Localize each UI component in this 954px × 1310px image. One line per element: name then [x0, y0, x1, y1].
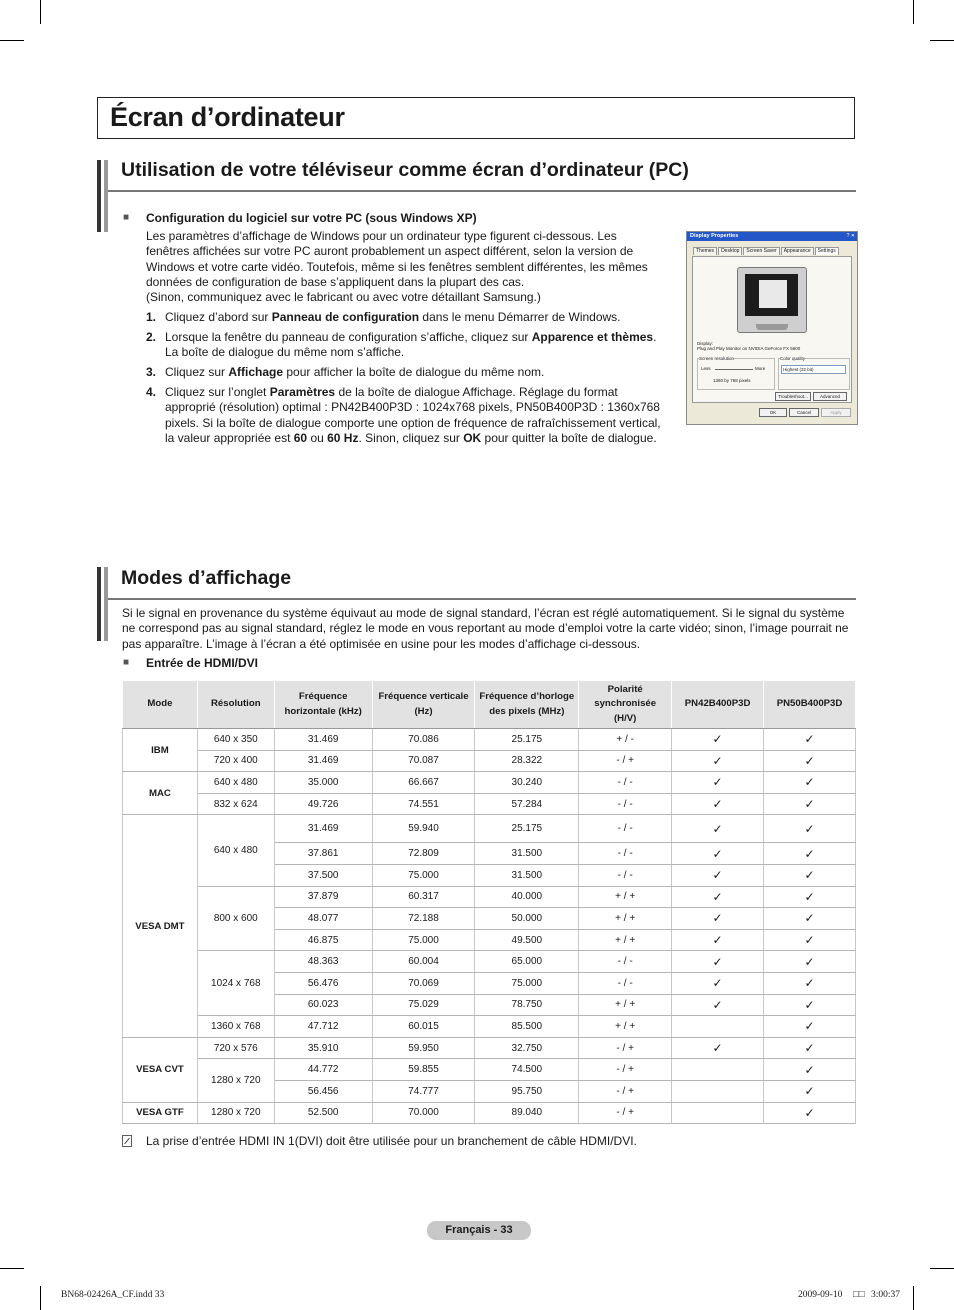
table-row: [123, 1059, 856, 1081]
page-title: Écran d’ordinateur: [110, 102, 345, 132]
tab-settings: Settings: [815, 247, 839, 255]
section-heading: Utilisation de votre téléviseur comme écran d’ordinateur (PC): [121, 159, 689, 181]
polarity-cell: + / +: [579, 908, 672, 930]
pixel-clock-cell: 74.500: [475, 1059, 579, 1081]
monitor-icon: [737, 267, 807, 333]
check-icon: ✓: [804, 1105, 815, 1120]
resolution-group: [697, 358, 775, 390]
pn42-support-cell: [672, 864, 764, 886]
step-text: Lorsque la fenêtre du panneau de configuration s’affiche, cliquez sur Apparence et thèmes. La boîte de dialogue du même nom s’affiche.: [165, 330, 657, 360]
sub-heading: Configuration du logiciel sur votre PC (sous Windows XP): [146, 211, 477, 225]
page-title-box: [97, 97, 855, 139]
pixel-clock-cell: 25.175: [475, 815, 579, 843]
pixel-clock-cell: 40.000: [475, 886, 579, 908]
pixel-clock-cell: 30.240: [475, 772, 579, 794]
resolution-cell: 1360 x 768: [197, 1016, 274, 1038]
polarity-cell: - / -: [579, 972, 672, 994]
crop-mark: [913, 0, 914, 24]
header-pn42b400p3d: PN42B400P3D: [672, 681, 764, 729]
check-icon: ✓: [712, 911, 723, 926]
pn42-support-cell: [672, 729, 764, 751]
bullet-icon: ■: [123, 212, 130, 223]
tab-desktop: Desktop: [718, 247, 742, 255]
intro-paragraph: Les paramètres d’affichage de Windows pour un ordinateur type figurent ci-dessous. Les fenêtres affichées sur votre PC auront probablement un aspect différent, selon la version de Windows et votre carte vidéo. Toutefois, même si les fenêtres semblent différentes, les mêmes données de configuration de base s’appliquent dans la plupart des cas.: [146, 229, 648, 289]
check-icon: ✓: [712, 797, 723, 812]
h-freq-cell: 35.000: [274, 772, 372, 794]
step-number: 4.: [146, 385, 157, 399]
check-icon: ✓: [712, 821, 723, 836]
pn42-support-cell: [672, 994, 764, 1016]
polarity-cell: + / +: [579, 1016, 672, 1038]
polarity-cell: - / +: [579, 750, 672, 772]
h-freq-cell: 56.476: [274, 972, 372, 994]
crop-mark: [913, 1286, 914, 1310]
step-text: Cliquez sur Affichage pour afficher la boîte de dialogue du même nom.: [165, 365, 545, 379]
ok-button: OK: [759, 408, 787, 417]
check-icon: ✓: [712, 976, 723, 991]
check-icon: ✓: [712, 1041, 723, 1056]
pn50-support-cell: [764, 1059, 856, 1081]
check-icon: ✓: [804, 954, 815, 969]
check-icon: ✓: [804, 1041, 815, 1056]
check-icon: ✓: [804, 753, 815, 768]
h-freq-cell: 56.456: [274, 1080, 372, 1102]
pn50-support-cell: [764, 951, 856, 973]
mode-cell: VESA DMT: [123, 815, 198, 1037]
polarity-cell: + / -: [579, 729, 672, 751]
resolution-cell: 720 x 576: [197, 1037, 274, 1059]
pixel-clock-cell: 28.322: [475, 750, 579, 772]
hdmi-note: La prise d’entrée HDMI IN 1(DVI) doit être utilisée pour un branchement de câble HDMI/DVI.: [146, 1134, 637, 1148]
pixel-clock-cell: 49.500: [475, 929, 579, 951]
color-label: Color quality: [780, 356, 806, 361]
v-freq-cell: 70.000: [372, 1102, 475, 1124]
pn50-support-cell: [764, 864, 856, 886]
v-freq-cell: 74.551: [372, 793, 475, 815]
note-icon: [122, 1134, 133, 1146]
pn42-support-cell: [672, 929, 764, 951]
polarity-cell: - / -: [579, 793, 672, 815]
section-rule: [108, 598, 856, 600]
polarity-cell: - / -: [579, 864, 672, 886]
section-rule: [108, 190, 856, 192]
v-freq-cell: 59.855: [372, 1059, 475, 1081]
resolution-cell: 1024 x 768: [197, 951, 274, 1016]
h-freq-cell: 31.469: [274, 729, 372, 751]
check-icon: ✓: [712, 933, 723, 948]
check-icon: ✓: [804, 797, 815, 812]
header-pn50b400p3d: PN50B400P3D: [764, 681, 856, 729]
pn50-support-cell: [764, 815, 856, 843]
h-freq-cell: 47.712: [274, 1016, 372, 1038]
polarity-cell: - / -: [579, 951, 672, 973]
pn42-support-cell: [672, 843, 764, 865]
table-header-row: [123, 681, 856, 729]
pixel-clock-cell: 50.000: [475, 908, 579, 930]
table-row: [123, 1037, 856, 1059]
v-freq-cell: 59.950: [372, 1037, 475, 1059]
polarity-cell: + / +: [579, 929, 672, 951]
section-bar: [104, 567, 108, 641]
color-group: [778, 358, 850, 390]
pn50-support-cell: [764, 843, 856, 865]
pn42-support-cell: [672, 908, 764, 930]
resolution-cell: 800 x 600: [197, 886, 274, 951]
polarity-cell: - / +: [579, 1037, 672, 1059]
h-freq-cell: 48.077: [274, 908, 372, 930]
check-icon: ✓: [804, 976, 815, 991]
pn50-support-cell: [764, 994, 856, 1016]
tab-appearance: Appearance: [781, 247, 814, 255]
mode-cell: VESA GTF: [123, 1102, 198, 1124]
pixel-clock-cell: 31.500: [475, 843, 579, 865]
check-icon: ✓: [712, 889, 723, 904]
step-number: 2.: [146, 330, 157, 344]
pn42-support-cell: [672, 815, 764, 843]
crop-mark: [930, 40, 954, 41]
pn42-support-cell: [672, 1037, 764, 1059]
resolution-slider: [715, 369, 753, 370]
h-freq-cell: 48.363: [274, 951, 372, 973]
pn42-support-cell: [672, 793, 764, 815]
pn42-support-cell: [672, 750, 764, 772]
pixel-clock-cell: 32.750: [475, 1037, 579, 1059]
dialog-tabs: [693, 247, 840, 256]
mode-cell: IBM: [123, 729, 198, 772]
v-freq-cell: 75.029: [372, 994, 475, 1016]
pn42-support-cell: [672, 772, 764, 794]
polarity-cell: - / +: [579, 1059, 672, 1081]
advanced-button: Advanced: [813, 392, 847, 401]
check-icon: ✓: [804, 732, 815, 747]
check-icon: ✓: [712, 997, 723, 1012]
header-vertical-frequency: Fréquence verticale (Hz): [372, 681, 475, 729]
polarity-cell: - / -: [579, 843, 672, 865]
page-number-badge: Français - 33: [427, 1221, 531, 1240]
table-row: [123, 815, 856, 843]
resolution-label: Screen resolution: [699, 356, 735, 361]
file-slug: BN68-02426A_CF.indd 33: [61, 1290, 165, 1300]
pn50-support-cell: [764, 972, 856, 994]
crop-mark: [40, 1286, 41, 1310]
v-freq-cell: 59.940: [372, 815, 475, 843]
check-icon: ✓: [712, 846, 723, 861]
pn50-support-cell: [764, 772, 856, 794]
section-heading: Modes d’affichage: [121, 567, 292, 589]
step-number: 3.: [146, 365, 157, 379]
pn42-support-cell: [672, 1016, 764, 1038]
header-resolution: Résolution: [197, 681, 274, 729]
check-icon: ✓: [804, 821, 815, 836]
cancel-button: Cancel: [789, 408, 819, 417]
pn50-support-cell: [764, 886, 856, 908]
pn50-support-cell: [764, 929, 856, 951]
display-modes-table: [122, 680, 856, 1124]
header-sync-polarity: Polarité synchronisée (H/V): [579, 681, 672, 729]
pixel-clock-cell: 65.000: [475, 951, 579, 973]
resolution-cell: 1280 x 720: [197, 1059, 274, 1102]
v-freq-cell: 74.777: [372, 1080, 475, 1102]
section-bar: [97, 567, 101, 641]
check-icon: ✓: [804, 1084, 815, 1099]
pn50-support-cell: [764, 750, 856, 772]
table-row: [123, 750, 856, 772]
v-freq-cell: 60.317: [372, 886, 475, 908]
polarity-cell: - / -: [579, 815, 672, 843]
crop-mark: [0, 1268, 24, 1269]
time-slug: 3:00:37: [871, 1290, 901, 1300]
pn50-support-cell: [764, 729, 856, 751]
pn42-support-cell: [672, 1080, 764, 1102]
polarity-cell: - / +: [579, 1102, 672, 1124]
resolution-cell: 640 x 350: [197, 729, 274, 751]
settings-panel: [692, 256, 852, 403]
check-icon: ✓: [712, 753, 723, 768]
resolution-cell: 640 x 480: [197, 772, 274, 794]
dialog-titlebar: Display Properties: [687, 232, 857, 241]
h-freq-cell: 31.469: [274, 815, 372, 843]
tab-screen-saver: Screen Saver: [743, 247, 779, 255]
v-freq-cell: 60.015: [372, 1016, 475, 1038]
check-icon: ✓: [712, 954, 723, 969]
mode-cell: VESA CVT: [123, 1037, 198, 1102]
header-pixel-clock: Fréquence d’horloge des pixels (MHz): [475, 681, 579, 729]
pn42-support-cell: [672, 972, 764, 994]
crop-mark: [930, 1268, 954, 1269]
crop-mark: [40, 0, 41, 24]
v-freq-cell: 75.000: [372, 929, 475, 951]
table-row: [123, 1016, 856, 1038]
mode-cell: MAC: [123, 772, 198, 815]
h-freq-cell: 52.500: [274, 1102, 372, 1124]
v-freq-cell: 60.004: [372, 951, 475, 973]
pn42-support-cell: [672, 1102, 764, 1124]
check-icon: ✓: [712, 868, 723, 883]
pn50-support-cell: [764, 1080, 856, 1102]
polarity-cell: + / +: [579, 886, 672, 908]
pixel-clock-cell: 57.284: [475, 793, 579, 815]
check-icon: ✓: [804, 1019, 815, 1034]
close-icon: ? ✕: [846, 233, 855, 239]
resolution-cell: 1280 x 720: [197, 1102, 274, 1124]
v-freq-cell: 70.087: [372, 750, 475, 772]
table-row: [123, 886, 856, 908]
h-freq-cell: 60.023: [274, 994, 372, 1016]
bullet-icon: ■: [123, 657, 130, 668]
tab-themes: Themes: [693, 247, 717, 255]
pixel-clock-cell: 31.500: [475, 864, 579, 886]
input-heading: Entrée de HDMI/DVI: [146, 656, 259, 670]
troubleshoot-button: Troubleshoot...: [775, 392, 811, 401]
pn42-support-cell: [672, 1059, 764, 1081]
pixel-clock-cell: 95.750: [475, 1080, 579, 1102]
h-freq-cell: 44.772: [274, 1059, 372, 1081]
pn50-support-cell: [764, 1102, 856, 1124]
header-mode: Mode: [123, 681, 198, 729]
v-freq-cell: 70.069: [372, 972, 475, 994]
v-freq-cell: 66.667: [372, 772, 475, 794]
h-freq-cell: 37.500: [274, 864, 372, 886]
pn50-support-cell: [764, 1037, 856, 1059]
resolution-value: 1360 by 768 pixels: [713, 378, 751, 383]
pn50-support-cell: [764, 908, 856, 930]
polarity-cell: - / -: [579, 772, 672, 794]
h-freq-cell: 31.469: [274, 750, 372, 772]
more-label: More: [755, 366, 766, 371]
modes-paragraph: Si le signal en provenance du système équivaut au mode de signal standard, l’écran est réglé automatiquement. Si le signal du système ne correspond pas au signal standard, réglez le mode en vous reportant au mode d’emploi votre la carte vidéo; sinon, l’image pourrait ne pas apparaître. L’image à l’écran a été optimisée en usine pour les modes d’affichage ci-dessous.: [122, 606, 849, 651]
boxes-slug: □□: [853, 1290, 865, 1300]
pixel-clock-cell: 85.500: [475, 1016, 579, 1038]
step-text: Cliquez sur l’onglet Paramètres de la boîte de dialogue Affichage. Réglage du format approprié (résolution) optimal : PN42B400P3D : 1024x768 pixels, PN50B400P3D : 1360x768 pixels. Si la boîte de dialogue comporte une option de fréquence de rafraîchissement vertical, la valeur appropriée est 60 ou 60 Hz. Sinon, cliquez sur OK pour quitter la boîte de dialogue.: [165, 385, 661, 445]
check-icon: ✓: [804, 933, 815, 948]
check-icon: ✓: [804, 846, 815, 861]
pixel-clock-cell: 78.750: [475, 994, 579, 1016]
section-bar: [104, 160, 108, 232]
check-icon: ✓: [804, 911, 815, 926]
table-row: [123, 951, 856, 973]
header-horizontal-frequency: Fréquence horizontale (kHz): [274, 681, 372, 729]
pn42-support-cell: [672, 886, 764, 908]
check-icon: ✓: [804, 868, 815, 883]
less-label: Less: [701, 366, 711, 371]
color-select: Highest (32 bit): [781, 365, 846, 374]
date-slug: 2009-09-10: [798, 1290, 843, 1300]
check-icon: ✓: [804, 775, 815, 790]
h-freq-cell: 37.861: [274, 843, 372, 865]
table-row: [123, 793, 856, 815]
v-freq-cell: 70.086: [372, 729, 475, 751]
pn50-support-cell: [764, 793, 856, 815]
pn50-support-cell: [764, 1016, 856, 1038]
display-value: Plug and Play Monitor on NVIDIA GeForce FX 5600: [697, 346, 801, 351]
polarity-cell: - / +: [579, 1080, 672, 1102]
section-bar: [97, 160, 101, 232]
check-icon: ✓: [804, 1062, 815, 1077]
check-icon: ✓: [804, 889, 815, 904]
table-row: [123, 1102, 856, 1124]
display-label: Display:: [697, 341, 714, 346]
step-text: Cliquez d’abord sur Panneau de configuration dans le menu Démarrer de Windows.: [165, 310, 621, 324]
h-freq-cell: 49.726: [274, 793, 372, 815]
pixel-clock-cell: 89.040: [475, 1102, 579, 1124]
crop-mark: [0, 40, 24, 41]
v-freq-cell: 72.809: [372, 843, 475, 865]
pn42-support-cell: [672, 951, 764, 973]
table-row: [123, 772, 856, 794]
check-icon: ✓: [712, 775, 723, 790]
polarity-cell: + / +: [579, 994, 672, 1016]
resolution-cell: 832 x 624: [197, 793, 274, 815]
pixel-clock-cell: 75.000: [475, 972, 579, 994]
h-freq-cell: 46.875: [274, 929, 372, 951]
step-number: 1.: [146, 310, 157, 324]
h-freq-cell: 37.879: [274, 886, 372, 908]
intro-note: (Sinon, communiquez avec le fabricant ou avec votre détaillant Samsung.): [146, 290, 541, 304]
resolution-cell: 640 x 480: [197, 815, 274, 886]
resolution-cell: 720 x 400: [197, 750, 274, 772]
apply-button: Apply: [821, 408, 851, 417]
check-icon: ✓: [712, 732, 723, 747]
table-row: [123, 729, 856, 751]
pixel-clock-cell: 25.175: [475, 729, 579, 751]
display-properties-screenshot: [686, 231, 858, 425]
check-icon: ✓: [804, 997, 815, 1012]
h-freq-cell: 35.910: [274, 1037, 372, 1059]
v-freq-cell: 75.000: [372, 864, 475, 886]
v-freq-cell: 72.188: [372, 908, 475, 930]
